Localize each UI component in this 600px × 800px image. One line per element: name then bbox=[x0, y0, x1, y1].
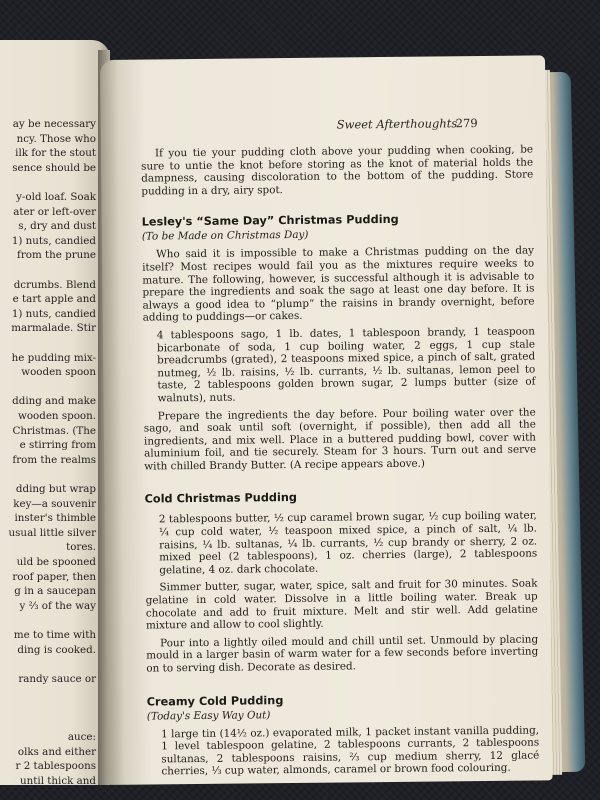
left-page-line: ay be necessary bbox=[12, 118, 96, 130]
page-number: 279 bbox=[455, 116, 478, 131]
left-page-line: Christmas. (The bbox=[12, 424, 96, 437]
left-page-line: roof paper, then bbox=[12, 570, 96, 583]
recipe-creamy-cold-pudding bbox=[147, 691, 540, 778]
recipe-subtitle: (To be Made on Christmas Day) bbox=[141, 229, 309, 243]
left-page-line: ilk for the stout bbox=[15, 147, 96, 160]
left-page-line: wooden spoon. bbox=[18, 410, 96, 422]
method-paragraph: Pour into a lightly oiled mould and chill until set. Unmould by placing mould in a larger basin of warm water for a few seconds before inverting on to serving dish. Decorate as desired. bbox=[146, 633, 539, 675]
left-page-line: ater or left-over bbox=[13, 205, 96, 218]
running-head: Sweet Afterthoughts bbox=[336, 116, 458, 132]
left-page-line: e stirring from bbox=[19, 439, 96, 452]
left-page bbox=[0, 40, 110, 785]
left-page-line: sence should be bbox=[12, 161, 96, 174]
left-page-line: from the realms bbox=[12, 453, 96, 466]
left-page-line: dcrumbs. Blend bbox=[13, 278, 96, 291]
left-page-line: s, dry and dust bbox=[18, 220, 96, 233]
left-page-line: e tart apple and bbox=[12, 293, 96, 306]
method-paragraph: Prepare the ingredients the day before. Pour boiling water over the sago, and soak until soft (overnight, if possible), then add all the ingredients, and mix well. Place in a buttered pudding bowl, cover with aluminium foil, and tie securely. Steam for 3 hours. Turn out and serve with chilled Brandy Butter. (A recipe appears above.) bbox=[143, 405, 537, 473]
left-page-line: dding and make bbox=[12, 395, 96, 408]
left-page-line: y-old loaf. Soak bbox=[16, 191, 96, 203]
recipe-title: Cold Christmas Pudding bbox=[144, 491, 298, 507]
left-page-line: g in a saucepan bbox=[14, 585, 96, 598]
left-page-line: olks and either bbox=[17, 745, 96, 758]
left-page-line: inster's thimble bbox=[14, 512, 96, 525]
left-page-line: tores. bbox=[66, 541, 96, 554]
ingredients-list: 4 tablespoons sago, 1 lb. dates, 1 tablespoon brandy, 1 teaspoon bicarbonate of soda, 1 cup boiling water, 2 eggs, 1 cup stale breadcrumbs (grated), 2 teaspoons mixed spice, a pinch of salt, grated nutmeg, ½ lb. raisins, ½ lb. currants, ½ lb. sultanas, lemon peel to taste, 2 tablespoons golden brown sugar, 2 lumps butter (size of walnuts), nuts. bbox=[156, 325, 536, 405]
left-page-line: he pudding mix- bbox=[11, 351, 96, 364]
recipe-intro: Who said it is impossible to make a Christmas pudding on the day itself? Most recipes would fail you as the mixtures require weeks to mature. The following, however, is successful although it is advisable to prepare the ingredients and soak the sago at least one day before. It is always a good idea to “plump” the raisins in brandy overnight, before adding to puddings—or cakes. bbox=[142, 244, 535, 324]
left-page-line: wooden spoon bbox=[21, 366, 96, 379]
left-page-line: ding is cooked. bbox=[17, 643, 96, 656]
left-page-line: key—a souvenir bbox=[13, 497, 96, 510]
recipe-title: Lesley's “Same Day” Christmas Pudding bbox=[141, 213, 399, 229]
ingredients-list: 2 tablespoons butter, ½ cup caramel brown sugar, ½ cup boiling water, ¼ cup cold water, ½ teaspoon mixed spice, a pinch of salt, ¼ lb. raisins, ¼ lb. sultanas, ¼ lb. currants, ½ cup brandy or sherry, 2 oz. mixed peel (2 tablespoons), 1 oz. cherries (large), 2 tablespoons gelatine, 4 oz. dark chocolate. bbox=[158, 509, 538, 577]
left-page-line: r 2 tablespoons bbox=[15, 760, 96, 773]
recipe-same-day-pudding bbox=[142, 212, 537, 473]
left-page-line: randy sauce or bbox=[18, 672, 96, 685]
right-page bbox=[100, 55, 553, 785]
intro-paragraph: If you tie your pudding cloth above your pudding when cooking, be sure to untie the knot before storing as the knot of material holds the dampness, causing discoloration to the bottom of the pudding. Store pudding in a dry, airy spot. bbox=[141, 143, 534, 198]
ingredients-block bbox=[145, 510, 538, 577]
ingredients-list: 1 large tin (14½ oz.) evaporated milk, 1 packet instant vanilla pudding, 1 level tablespoon gelatine, 2 tablespoons currants, 2 tablespoons sultanas, 2 tablespoons raisins, ⅔ cup medium sherry, 12 glacé cherries, ⅓ cup water, almonds, caramel or brown food colouring. bbox=[160, 724, 540, 778]
recipe-cold-christmas-pudding bbox=[145, 489, 539, 675]
left-page-line: y ⅔ of the way bbox=[19, 599, 96, 612]
ingredients-block bbox=[147, 724, 540, 778]
left-page-line: marmalade. Stir bbox=[11, 322, 96, 335]
left-page-line: usual little silver bbox=[8, 526, 96, 539]
recipe-title: Creamy Cold Pudding bbox=[146, 693, 284, 709]
ingredients-block bbox=[143, 325, 536, 405]
left-page-line: auce: bbox=[67, 731, 96, 744]
left-page-line: until thick and bbox=[20, 775, 96, 785]
left-page-line: 1) nuts, candied bbox=[11, 307, 96, 320]
left-page-line: dding but wrap bbox=[15, 483, 96, 495]
left-page-line: from the prune bbox=[17, 249, 96, 262]
recipe-subtitle: (Today's Easy Way Out) bbox=[146, 708, 271, 723]
left-page-line: uld be spooned bbox=[16, 556, 96, 568]
left-page-line: ncy. Those who bbox=[16, 132, 96, 145]
method-paragraph: Simmer butter, sugar, water, spice, salt and fruit for 30 minutes. Soak gelatine in cold water. Dissolve in a little boiling water. Break up chocolate and add to fruit mixture. Melt and stir well. Add gelatine mixture and allow to cool slightly. bbox=[145, 577, 538, 632]
left-page-line: 1) nuts, candied bbox=[11, 234, 96, 247]
left-page-line: me to time with bbox=[13, 629, 96, 641]
page-content bbox=[141, 143, 540, 778]
